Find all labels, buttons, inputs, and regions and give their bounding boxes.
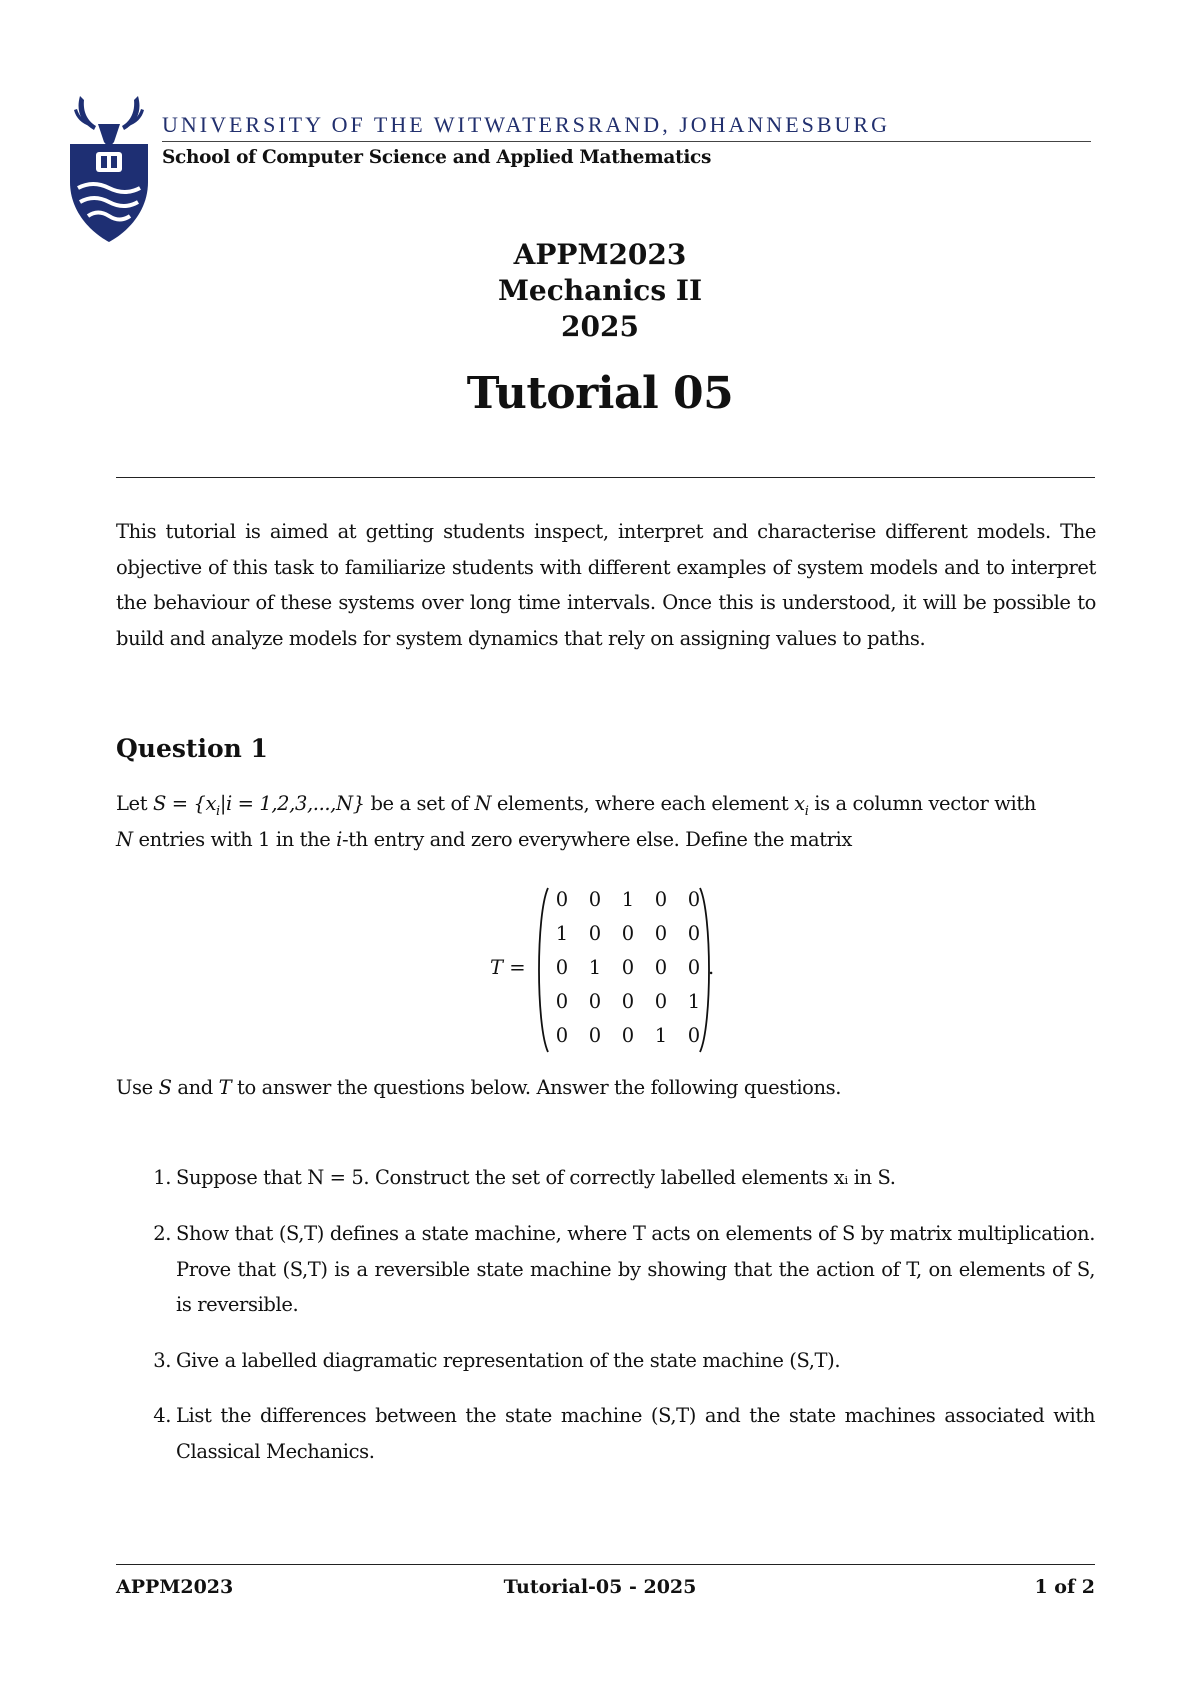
header-rule	[162, 141, 1091, 142]
question-heading: Question 1	[116, 734, 268, 763]
matrix-cell: 1	[588, 956, 602, 979]
matrix-cell: 0	[687, 922, 701, 945]
matrix-period: .	[708, 956, 715, 979]
school-name: School of Computer Science and Applied Mathematics	[162, 147, 712, 168]
matrix-row	[552, 1020, 706, 1054]
matrix-cell: 0	[687, 956, 701, 979]
matrix-cell: 0	[654, 956, 668, 979]
course-code: APPM2023	[513, 238, 687, 271]
footer-rule	[116, 1564, 1095, 1565]
footer-tutorial-label: Tutorial-05 - 2025	[503, 1576, 697, 1598]
matrix-cell: 0	[588, 990, 602, 1013]
matrix-cell: 0	[654, 922, 668, 945]
matrix-cell: 0	[687, 888, 701, 911]
footer-course-code: APPM2023	[116, 1576, 234, 1598]
university-crest-icon	[66, 96, 152, 246]
matrix-cell: 0	[621, 956, 635, 979]
matrix-cell: 0	[555, 956, 569, 979]
course-name: Mechanics II	[497, 274, 703, 307]
matrix-cell: 0	[621, 1024, 635, 1047]
question-intro-line-2: N entries with 1 in the i-th entry and zero everywhere else. Define the matrix	[116, 828, 852, 851]
footer-page-number: 1 of 2	[1034, 1576, 1095, 1598]
intro-paragraph: This tutorial is aimed at getting students inspect, interpret and characterise different models. The objective of this task to familiarize students with different examples of system models and to interpret the behaviour of these systems over long time intervals. Once this is understood, it will be possible to build and analyze models for system dynamics that rely on assigning values to paths.	[116, 520, 1096, 650]
matrix-row	[552, 986, 706, 1020]
course-year: 2025	[561, 310, 639, 343]
title-rule	[116, 477, 1095, 478]
university-name: UNIVERSITY OF THE WITWATERSRAND, JOHANNESBURG	[162, 112, 890, 137]
question-intro-line-1: Let $S = \{x_i|i = 1,2,3,...,N\}$ be a set of N elements, where each element $x_i$ is a column vector with	[116, 792, 1036, 819]
matrix-cell: 0	[588, 1024, 602, 1047]
matrix-cell: 0	[588, 888, 602, 911]
use-instruction: Use S and T to answer the questions below. Answer the following questions.	[116, 1076, 842, 1099]
matrix-cell: 0	[555, 888, 569, 911]
matrix-cell: 0	[555, 1024, 569, 1047]
matrix-row	[552, 952, 706, 986]
matrix-cell: 1	[687, 990, 701, 1013]
matrix-cell: 0	[588, 922, 602, 945]
matrix-t	[490, 884, 730, 1056]
matrix-cell: 0	[555, 990, 569, 1013]
tutorial-title: Tutorial 05	[466, 368, 734, 419]
matrix-grid	[552, 884, 706, 1056]
matrix-label: T =	[490, 956, 526, 979]
matrix-cell: 0	[621, 922, 635, 945]
matrix-row	[552, 884, 706, 918]
matrix-cell: 0	[687, 1024, 701, 1047]
matrix-cell: 1	[654, 1024, 668, 1047]
matrix-cell: 0	[654, 990, 668, 1013]
matrix-row	[552, 918, 706, 952]
matrix-cell: 0	[654, 888, 668, 911]
matrix-cell: 1	[555, 922, 569, 945]
matrix-cell: 1	[621, 888, 635, 911]
matrix-cell: 0	[621, 990, 635, 1013]
